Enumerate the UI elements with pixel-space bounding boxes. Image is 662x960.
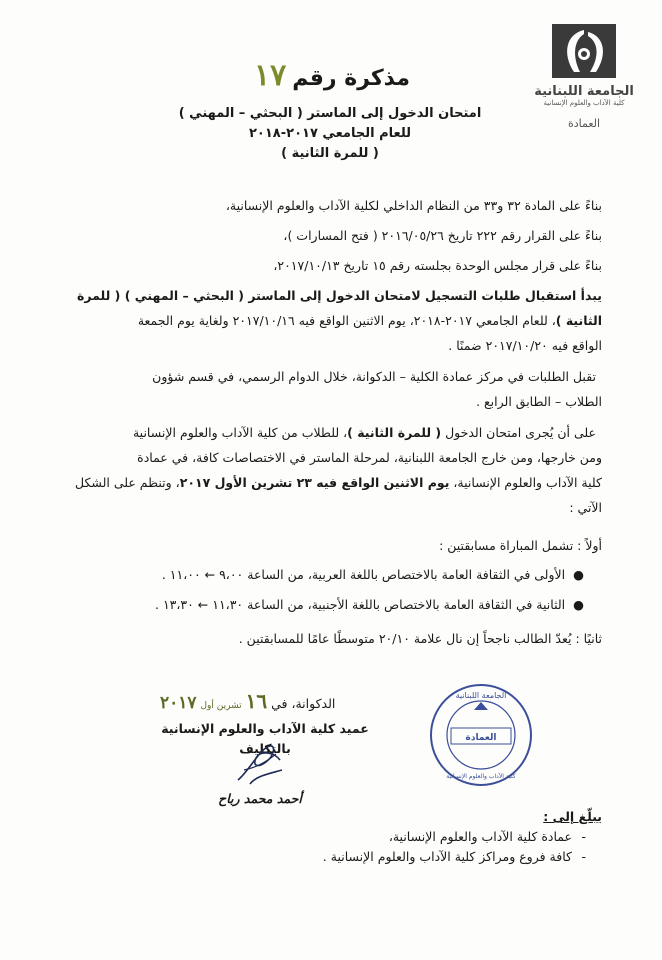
- header-line-1: امتحان الدخول إلى الماستر ( البحثي – المهني ): [178, 106, 482, 121]
- basis-line-3: بناءً على قرار مجلس الوحدة بجلسته رقم ١٥ تاريخ ٢٠١٧/١٠/١٣،: [273, 258, 602, 273]
- bullet-item-1: ● الأولى في الثقافة العامة بالاختصاص باللغة العربية، من الساعة ٩،٠٠ ← ١١،٠٠ .: [161, 567, 584, 582]
- official-stamp-icon: [426, 680, 536, 790]
- exam-line-1: [51, 424, 596, 442]
- university-logo: [534, 20, 634, 130]
- logo-department: العمادة: [567, 117, 601, 130]
- registration-line-1: [57, 287, 602, 305]
- registration-dates: ، للعام الجامعي ٢٠١٧-٢٠١٨، يوم الاثنين الواقع فيه ٢٠١٧/١٠/١٦ ولغاية يوم الجمعة: [137, 313, 556, 328]
- registration-round: ( للمرة: [76, 288, 121, 303]
- exam-format: ، وتنظم على الشكل: [75, 475, 180, 490]
- signature-year: ٢٠١٧: [160, 693, 197, 713]
- header-line-2: للعام الجامعي ٢٠١٧-٢٠١٨: [248, 126, 412, 141]
- dean-name: أحمد محمد رباح: [218, 791, 302, 806]
- memo-title: [232, 58, 432, 93]
- registration-round-cont: الثانية ): [555, 313, 602, 328]
- lebanese-university-emblem-icon: [544, 20, 624, 82]
- exam-line-2: ومن خارجها، ومن خارج الجامعة اللبنانية، لمرحلة الماستر في الاختصاصات كافة، في عمادة: [137, 450, 602, 465]
- basis-line-1: بناءً على المادة ٣٢ و٣٣ من النظام الداخلي لكلية الآداب والعلوم الإنسانية،: [225, 198, 602, 213]
- dash-icon: -: [581, 829, 586, 844]
- exam-text-b: ، للطلاب من كلية الآداب والعلوم الإنسانية: [132, 425, 348, 440]
- exam-line-4: الآتي :: [569, 500, 602, 515]
- exam-round: ( للمرة الثانية ): [347, 425, 442, 440]
- logo-university-name: الجامعة اللبنانية: [534, 84, 634, 99]
- registration-line-3: الواقع فيه ٢٠١٧/١٠/٢٠ ضمنًا .: [448, 338, 602, 353]
- memo-number: ١٧: [253, 58, 287, 93]
- header-line-3: ( للمرة الثانية ): [281, 146, 379, 161]
- signature-place-date: [160, 689, 336, 715]
- stamp-top-text: الجامعة اللبنانية: [455, 691, 507, 700]
- distribution-heading: يبلّغ إلى :: [543, 809, 602, 824]
- logo-faculty-name: كلية الآداب والعلوم الإنسانية: [543, 99, 625, 107]
- basis-line-2: بناءً على القرار رقم ٢٢٢ تاريخ ٢٠١٦/٠٥/٢٦ ( فتح المسارات )،: [283, 228, 602, 243]
- exam-line-3: [57, 474, 602, 492]
- dean-acting: بالتكليف: [239, 741, 291, 756]
- bullet-icon: ●: [565, 567, 584, 582]
- signature-place: الدكوانة، في: [271, 696, 336, 711]
- stamp-bottom-text: كلية الآداب والعلوم الإنسانية: [446, 773, 516, 780]
- dean-title: عميد كلية الآداب والعلوم الإنسانية: [161, 721, 369, 736]
- applications-line-1: تقبل الطلبات في مركز عمادة الكلية – الدكوانة، خلال الدوام الرسمي، في قسم شؤون: [152, 369, 596, 384]
- distribution-item-1: -عمادة كلية الآداب والعلوم الإنسانية،: [388, 829, 586, 844]
- memo-label: مذكرة رقم: [292, 66, 410, 91]
- handwritten-signature-icon: [230, 740, 290, 788]
- signature-day: ١٦: [245, 689, 268, 713]
- bullet-icon: ●: [565, 597, 584, 612]
- registration-text: يبدأ استقبال طلبات التسجيل لامتحان الدخول إلى الماستر ( البحثي – المهني ): [120, 288, 602, 303]
- dash-icon: -: [581, 849, 586, 864]
- first-item: أولاً : تشمل المباراة مسابقتين :: [439, 538, 602, 553]
- distribution-item-2: -كافة فروع ومراكز كلية الآداب والعلوم الإنسانية .: [322, 849, 586, 864]
- second-item: ثانيًا : يُعدّ الطالب ناجحاً إن نال علامة ٢٠/١٠ متوسطًا عامًا للمسابقتين .: [238, 631, 602, 646]
- signature-month: تشرين أول: [200, 701, 242, 711]
- exam-faculty: كلية الآداب والعلوم الإنسانية،: [449, 475, 602, 490]
- registration-line-2: [57, 312, 602, 330]
- exam-text-a: على أن يُجرى امتحان الدخول: [441, 425, 596, 440]
- exam-date: يوم الاثنين الواقع فيه ٢٣ تشرين الأول ٢٠١٧: [179, 475, 450, 490]
- bullet-item-2: ● الثانية في الثقافة العامة بالاختصاص باللغة الأجنبية، من الساعة ١١،٣٠ ← ١٣،٣٠ .: [154, 597, 584, 612]
- applications-line-2: الطلاب – الطابق الرابع .: [476, 394, 602, 409]
- stamp-center-text: العمادة: [465, 733, 497, 743]
